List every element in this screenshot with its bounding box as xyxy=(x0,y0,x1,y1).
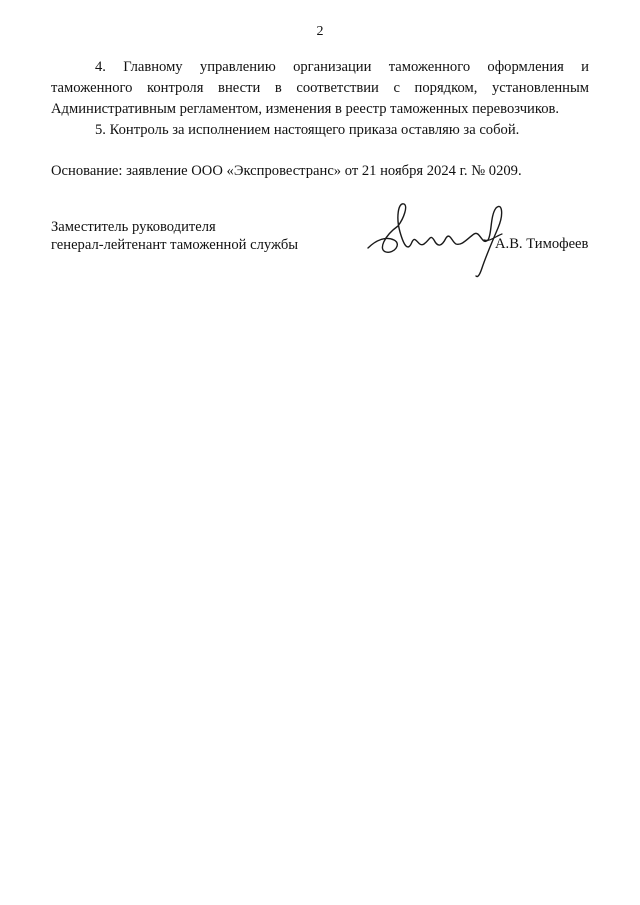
paragraph-4: 4. Главному управлению организации таможенного оформления и таможенного контроля внести в соответствии с порядком, установленным Административным регламентом, изменения в реестр таможенных перевозчиков. xyxy=(51,59,589,117)
handwritten-signature xyxy=(364,196,514,280)
signatory-position-line-2: генерал-лейтенант таможенной службы xyxy=(51,237,299,253)
page-number: 2 xyxy=(316,24,324,39)
signatory-name: А.В. Тимофеев xyxy=(495,236,589,252)
basis-line: Основание: заявление ООО «Экспровестранс» от 21 ноября 2024 г. № 0209. xyxy=(51,163,522,179)
paragraph-4-container xyxy=(51,57,589,120)
paragraph-5-container xyxy=(51,120,589,141)
signatory-position-line-1: Заместитель руководителя xyxy=(51,219,216,235)
signatory-position xyxy=(51,218,298,254)
paragraph-5: 5. Контроль за исполнением настоящего приказа оставляю за собой. xyxy=(95,122,520,138)
